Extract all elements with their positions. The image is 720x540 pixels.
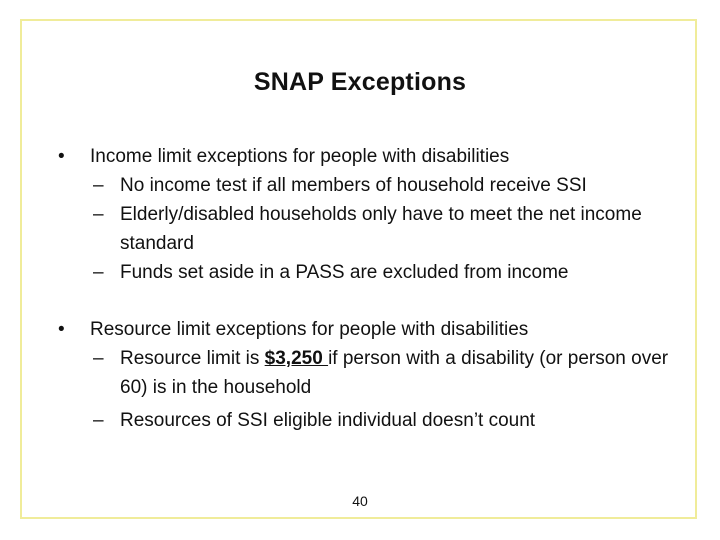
sub-item: – Elderly/disabled households only have to meet the net income standard xyxy=(58,200,678,258)
sub-item: – Resource limit is $3,250 if person with a disability (or person over 60) is in the household xyxy=(58,344,678,402)
slide-title: SNAP Exceptions xyxy=(253,68,467,96)
dash-icon: – xyxy=(93,262,104,283)
sub-item: – Funds set aside in a PASS are excluded from income xyxy=(58,258,678,287)
page-number: 40 xyxy=(352,493,368,509)
sub-item: – Resources of SSI eligible individual doesn’t count xyxy=(58,406,678,435)
sub-list-income xyxy=(58,171,678,287)
bullet-resource-exceptions xyxy=(58,315,678,344)
dash-icon: – xyxy=(93,348,104,369)
bullet-dot-icon: • xyxy=(58,146,65,167)
bullet-list xyxy=(58,142,678,439)
bullet-text: Income limit exceptions for people with disabilities xyxy=(90,146,510,167)
bullet-text: Resource limit exceptions for people with disabilities xyxy=(90,319,529,340)
sub-item: – No income test if all members of household receive SSI xyxy=(58,171,678,200)
dash-icon: – xyxy=(93,204,104,225)
dash-icon: – xyxy=(93,410,104,431)
bullet-dot-icon: • xyxy=(58,319,65,340)
sub-list-resource xyxy=(58,344,678,435)
resource-limit-amount: $3,250 xyxy=(264,348,329,369)
bullet-income-exceptions xyxy=(58,142,678,171)
dash-icon: – xyxy=(93,175,104,196)
